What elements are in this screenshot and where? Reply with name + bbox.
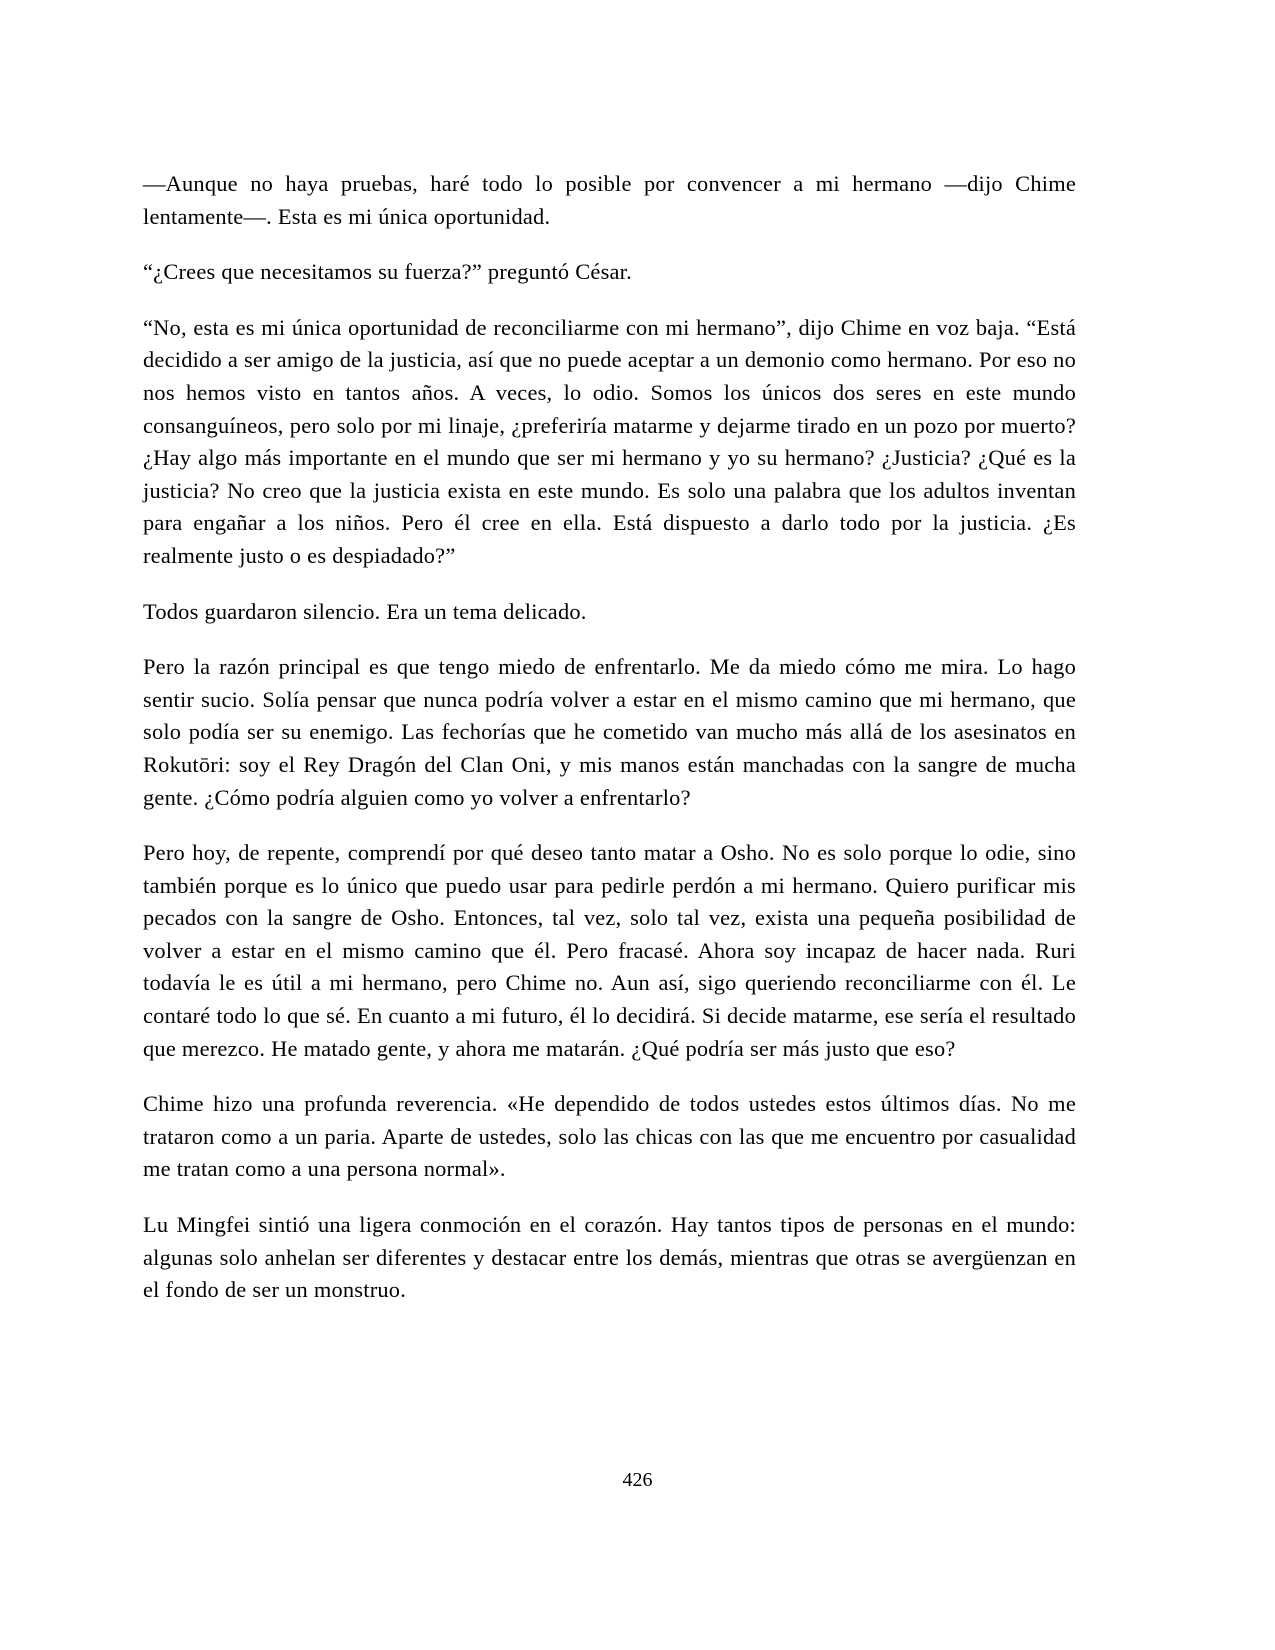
page-number: 426: [622, 1469, 653, 1491]
paragraph: Pero hoy, de repente, comprendí por qué deseo tanto matar a Osho. No es solo porque lo odie, sino también porque es lo único que puedo usar para pedirle perdón a mi hermano. Quiero purificar mis pecados con la sangre de Osho. Entonces, tal vez, solo tal vez, exista una pequeña posibilidad de volver a estar en el mismo camino que él. Pero fracasé. Ahora soy incapaz de hacer nada. Ruri todavía le es útil a mi hermano, pero Chime no. Aun así, sigo queriendo reconciliarme con él. Le contaré todo lo que sé. En cuanto a mi futuro, él lo decidirá. Si decide matarme, ese sería el resultado que merezco. He matado gente, y ahora me matarán. ¿Qué podría ser más justo que eso?: [143, 840, 1076, 1061]
paragraph: “No, esta es mi única oportunidad de reconciliarme con mi hermano”, dijo Chime en voz baja. “Está decidido a ser amigo de la justicia, así que no puede aceptar a un demonio como hermano. Por eso no nos hemos visto en tantos años. A veces, lo odio. Somos los únicos dos seres en este mundo consanguíneos, pero solo por mi linaje, ¿preferiría matarme y dejarme tirado en un pozo por muerto? ¿Hay algo más importante en el mundo que ser mi hermano y yo su hermano? ¿Justicia? ¿Qué es la justicia? No creo que la justicia exista en este mundo. Es solo una palabra que los adultos inventan para engañar a los niños. Pero él cree en ella. Está dispuesto a darlo todo por la justicia. ¿Es realmente justo o es despiadado?”: [143, 314, 1076, 568]
paragraph: Pero la razón principal es que tengo miedo de enfrentarlo. Me da miedo cómo me mira. Lo hago sentir sucio. Solía pensar que nunca podría volver a estar en el mismo camino que mi hermano, que solo podía ser su enemigo. Las fechorías que he cometido van mucho más allá de los asesinatos en Rokutōri: soy el Rey Dragón del Clan Oni, y mis manos están manchadas con la sangre de mucha gente. ¿Cómo podría alguien como yo volver a enfrentarlo?: [143, 654, 1076, 810]
paragraph: Chime hizo una profunda reverencia. «He dependido de todos ustedes estos últimos días. No me trataron como a un paria. Aparte de ustedes, solo las chicas con las que me encuentro por casualidad me tratan como a una persona normal».: [143, 1091, 1076, 1182]
paragraph: Lu Mingfei sintió una ligera conmoción en el corazón. Hay tantos tipos de personas en el mundo: algunas solo anhelan ser diferentes y destacar entre los demás, mientras que otras se avergüenzan en el fondo de ser un monstruo.: [143, 1212, 1076, 1303]
paragraph: Todos guardaron silencio. Era un tema delicado.: [143, 598, 587, 624]
paragraph: “¿Crees que necesitamos su fuerza?” preguntó César.: [143, 259, 632, 285]
paragraph: —Aunque no haya pruebas, haré todo lo posible por convencer a mi hermano —dijo Chime lentamente—. Esta es mi única oportunidad.: [143, 171, 1076, 229]
page-body-text: [143, 168, 1076, 1307]
